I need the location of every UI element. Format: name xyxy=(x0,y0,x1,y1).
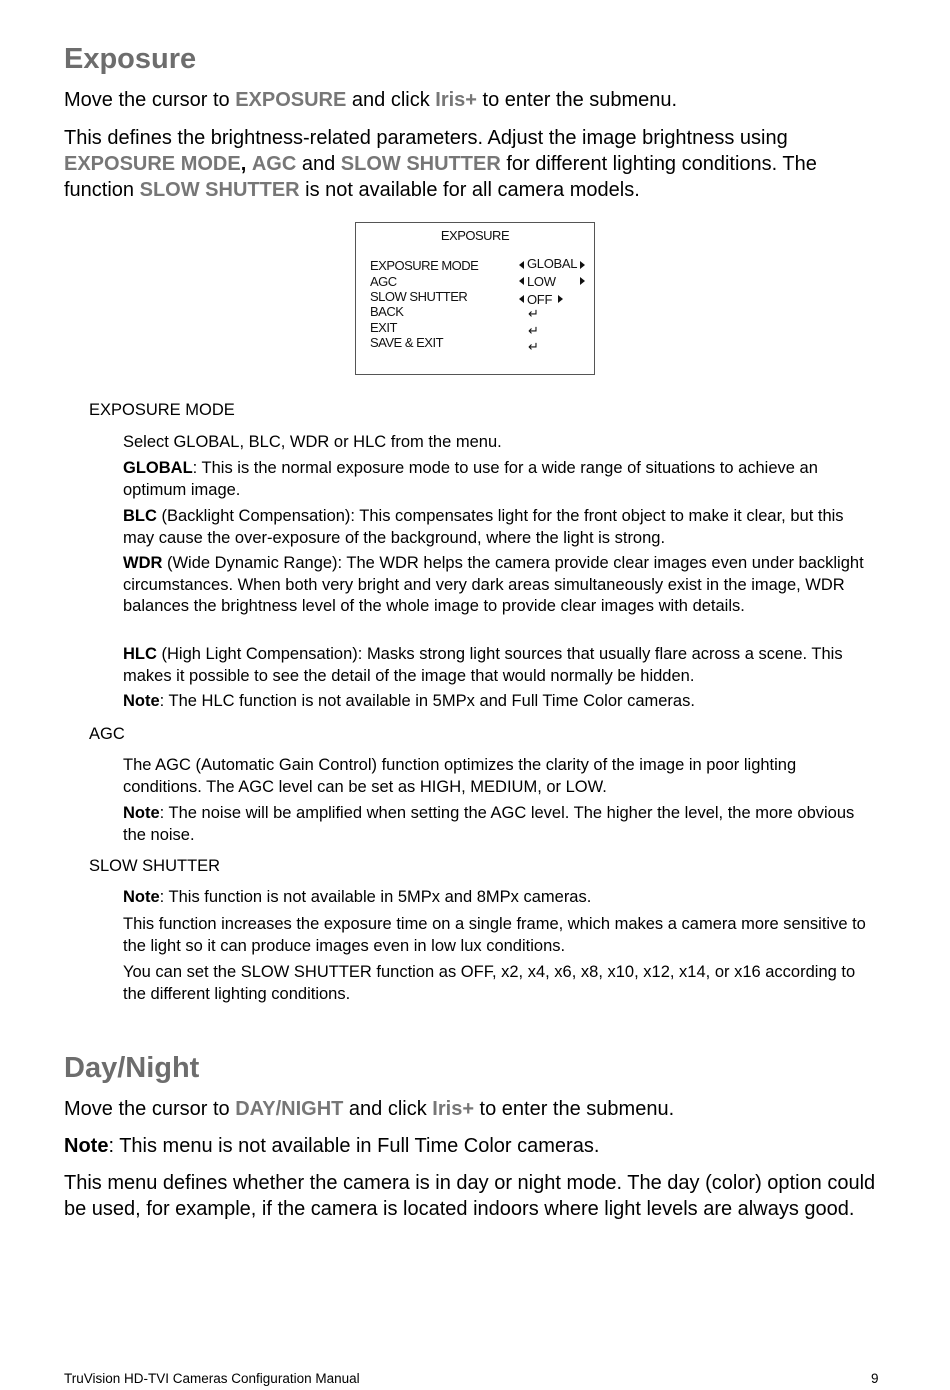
keyword-exposure: EXPOSURE xyxy=(235,89,347,111)
section-title-day-night: Day/Night xyxy=(64,1052,200,1084)
menu-value-low: LOW xyxy=(527,274,556,289)
menu-title: EXPOSURE xyxy=(440,228,510,243)
term-blc: BLC xyxy=(123,507,157,525)
blc-description xyxy=(123,506,875,549)
intro-text: and click xyxy=(346,89,436,111)
note-label: Note xyxy=(123,692,160,710)
hlc-text: (High Light Compensation): Masks strong light sources that usually flare across a scene. This makes it possible to see the detail of the image that would normally be hidden. xyxy=(123,645,843,685)
arrow-right-icon xyxy=(580,261,585,269)
term-hlc: HLC xyxy=(123,645,157,663)
slow-shutter-heading: SLOW SHUTTER xyxy=(89,857,221,875)
keyword-exposure-mode: EXPOSURE MODE xyxy=(64,153,241,175)
enter-icon: ↵ xyxy=(528,339,539,354)
slow-shutter-options: You can set the SLOW SHUTTER function as OFF, x2, x4, x6, x8, x10, x12, x14, or x16 according to the different lighting conditions. xyxy=(123,963,856,1003)
enter-icon: ↵ xyxy=(528,323,539,338)
menu-item-exposure-mode: EXPOSURE MODE xyxy=(370,258,479,273)
menu-item-agc: AGC xyxy=(370,274,397,289)
desc-text: This defines the brightness-related parameters. Adjust the image brightness using xyxy=(64,127,788,149)
slow-shutter-description: This function increases the exposure time on a single frame, which makes a camera more sensitive to the light so it can produce images even in low lux conditions. xyxy=(123,915,866,955)
note-label: Note xyxy=(123,888,160,906)
note-label: Note xyxy=(64,1135,109,1157)
agc-description: The AGC (Automatic Gain Control) function optimizes the clarity of the image in poor lighting conditions. The AGC level can be set as HIGH, MEDIUM, or LOW. xyxy=(123,756,797,796)
keyword-iris: Iris+ xyxy=(435,89,477,111)
global-description xyxy=(123,458,875,501)
desc-text: and xyxy=(296,153,341,175)
hlc-description xyxy=(123,644,875,687)
intro-text: and click xyxy=(343,1098,433,1120)
menu-item-slow-shutter: SLOW SHUTTER xyxy=(370,289,468,304)
term-wdr: WDR xyxy=(123,554,163,572)
intro-text: Move the cursor to xyxy=(64,1098,236,1120)
desc-text: is not available for all camera models. xyxy=(299,179,640,201)
arrow-right-icon xyxy=(558,295,563,303)
exposure-menu-screenshot xyxy=(355,222,595,375)
term-global: GLOBAL xyxy=(123,459,193,477)
desc-text: for different lighting conditions. The function xyxy=(64,153,817,201)
global-text: : This is the normal exposure mode to use for a wide range of situations to achieve an optimum image. xyxy=(123,459,818,499)
menu-item-back: BACK xyxy=(370,304,404,319)
arrow-right-icon xyxy=(580,277,585,285)
arrow-left-icon xyxy=(519,277,524,285)
wdr-description xyxy=(123,553,875,618)
intro-text: Move the cursor to xyxy=(64,89,236,111)
arrow-left-icon xyxy=(519,295,524,303)
blc-text: (Backlight Compensation): This compensates light for the front object to make it clear, but this may cause the over-exposure of the background, where the light is strong. xyxy=(123,507,844,547)
keyword-slow-shutter: SLOW SHUTTER xyxy=(340,153,501,175)
keyword-slow-shutter: SLOW SHUTTER xyxy=(139,179,300,201)
intro-text: to enter the submenu. xyxy=(476,89,678,111)
keyword-iris: Iris+ xyxy=(432,1098,474,1120)
note-text: : This menu is not available in Full Time Color cameras. xyxy=(108,1135,600,1157)
exposure-description xyxy=(64,125,879,203)
footer-page-number: 9 xyxy=(871,1371,879,1386)
note-label: Note xyxy=(123,804,160,822)
exposure-mode-heading: EXPOSURE MODE xyxy=(89,401,235,419)
day-night-note xyxy=(64,1133,884,1159)
menu-item-save-exit: SAVE & EXIT xyxy=(370,335,444,350)
menu-value-global: GLOBAL xyxy=(527,256,578,271)
agc-note xyxy=(123,803,875,846)
day-night-intro xyxy=(64,1096,884,1122)
note-text: : The noise will be amplified when setting the AGC level. The higher the level, the more obvious the noise. xyxy=(123,804,855,844)
menu-value-off: OFF xyxy=(527,292,553,307)
wdr-text: (Wide Dynamic Range): The WDR helps the camera provide clear images even under backlight circumstances. When both very bright and very dark areas simultaneously exist in the image, WDR balances the brightness level of the whole image to provide clear images with details. xyxy=(123,554,864,615)
intro-text: to enter the submenu. xyxy=(474,1098,675,1120)
note-text: : This function is not available in 5MPx and 8MPx cameras. xyxy=(159,888,592,906)
keyword-day-night: DAY/NIGHT xyxy=(235,1098,344,1120)
note-text: : The HLC function is not available in 5MPx and Full Time Color cameras. xyxy=(159,692,695,710)
keyword-agc: AGC xyxy=(251,153,297,175)
slow-shutter-note xyxy=(123,887,875,909)
exposure-intro xyxy=(64,87,884,113)
day-night-description: This menu defines whether the camera is in day or night mode. The day (color) option could be used, for example, if the camera is located indoors where light levels are always good. xyxy=(64,1172,876,1220)
agc-heading: AGC xyxy=(89,725,125,743)
menu-item-exit: EXIT xyxy=(370,320,397,335)
enter-icon: ↵ xyxy=(528,306,539,321)
arrow-left-icon xyxy=(519,261,524,269)
exposure-mode-select: Select GLOBAL, BLC, WDR or HLC from the menu. xyxy=(123,433,502,451)
hlc-note xyxy=(123,691,875,713)
footer-manual-title: TruVision HD-TVI Cameras Configuration Manual xyxy=(64,1371,360,1386)
page-title: Exposure xyxy=(64,43,197,75)
desc-comma: , xyxy=(240,153,247,175)
